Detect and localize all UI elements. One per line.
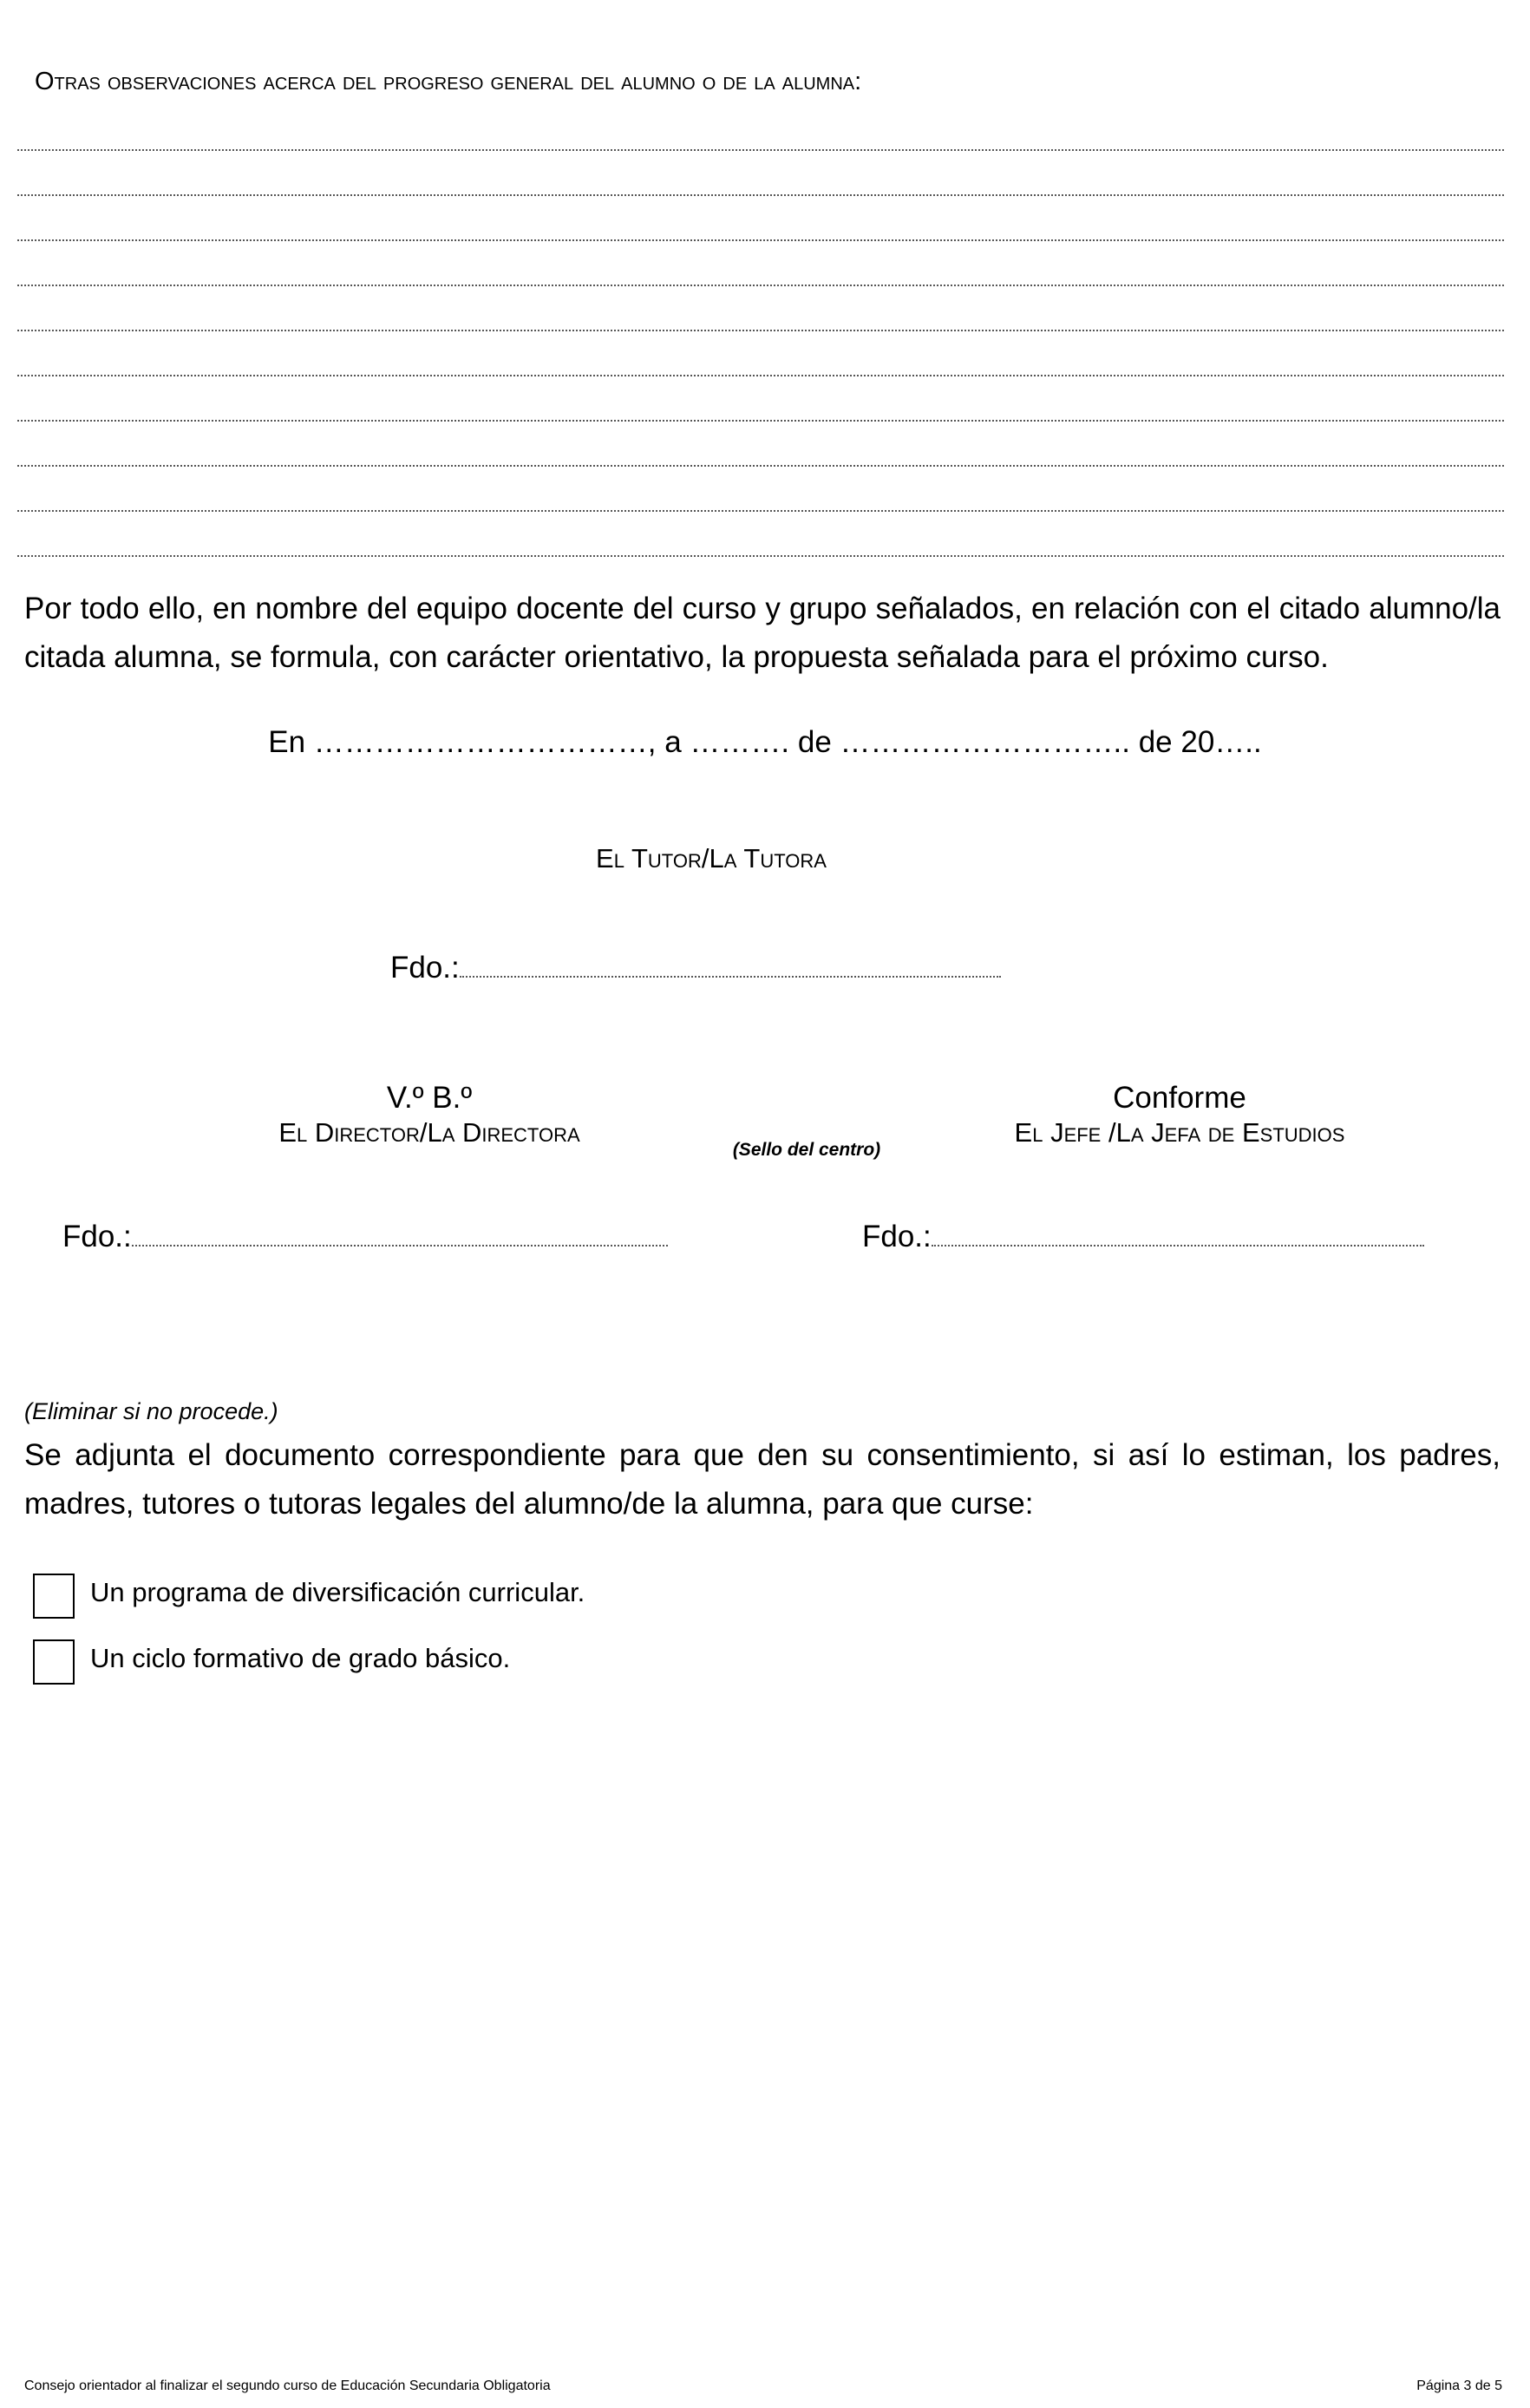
director-title: El Director/La Directora: [278, 1117, 580, 1148]
jefe-title: El Jefe /La Jefa de Estudios: [1014, 1117, 1345, 1148]
director-signature: [62, 1220, 668, 1254]
director-vobo: V.º B.º: [386, 1081, 473, 1115]
jefe-fdo-label: Fdo.:: [862, 1220, 932, 1253]
writing-line[interactable]: [17, 194, 1504, 196]
tutor-title: El Tutor/La Tutora: [596, 843, 827, 874]
footer-page-number: Página 3 de 5: [1416, 2379, 1502, 2393]
footer-document-title: Consejo orientador al finalizar el segundo curso de Educación Secundaria Obligatoria: [24, 2379, 551, 2393]
proposal-paragraph: Por todo ello, en nombre del equipo docente del curso y grupo señalados, en relación con el citado alumno/la citada alumna, se formula, con carácter orientativo, la propuesta señalada para el próximo curso.: [24, 592, 1501, 674]
option-grado-basico-label: Un ciclo formativo de grado básico.: [90, 1643, 511, 1673]
date-line: En ……………………………, a ………. de ……………………….. de 20…..: [268, 725, 1262, 759]
jefe-conforme: Conforme: [1113, 1081, 1246, 1115]
writing-line[interactable]: [17, 510, 1504, 512]
jefe-signature: [862, 1220, 1424, 1254]
jefe-signature-line[interactable]: [932, 1245, 1424, 1247]
tutor-signature: [390, 951, 1001, 985]
seal-label: (Sello del centro): [732, 1140, 881, 1160]
observations-heading: Otras observaciones acerca del progreso general del alumno o de la alumna:: [35, 68, 862, 95]
writing-line[interactable]: [17, 285, 1504, 286]
director-fdo-label: Fdo.:: [62, 1220, 132, 1253]
writing-line[interactable]: [17, 420, 1504, 422]
option-grado-basico-checkbox[interactable]: [33, 1639, 75, 1685]
writing-line[interactable]: [17, 239, 1504, 241]
option-diversificacion-checkbox[interactable]: [33, 1574, 75, 1619]
writing-line[interactable]: [17, 555, 1504, 557]
consent-paragraph: Se adjunta el documento correspondiente para que den su consentimiento, si así lo estiman, los padres, madres, tutores o tutoras legales del alumno/de la alumna, para que curse:: [24, 1438, 1501, 1521]
consent-note: (Eliminar si no procede.): [24, 1398, 278, 1424]
writing-line[interactable]: [17, 465, 1504, 467]
writing-line[interactable]: [17, 330, 1504, 331]
tutor-fdo-label: Fdo.:: [390, 951, 460, 985]
option-diversificacion-label: Un programa de diversificación curricular.: [90, 1577, 585, 1607]
writing-line[interactable]: [17, 149, 1504, 151]
director-signature-line[interactable]: [132, 1245, 668, 1247]
tutor-signature-line[interactable]: [460, 976, 1001, 978]
writing-line[interactable]: [17, 375, 1504, 376]
